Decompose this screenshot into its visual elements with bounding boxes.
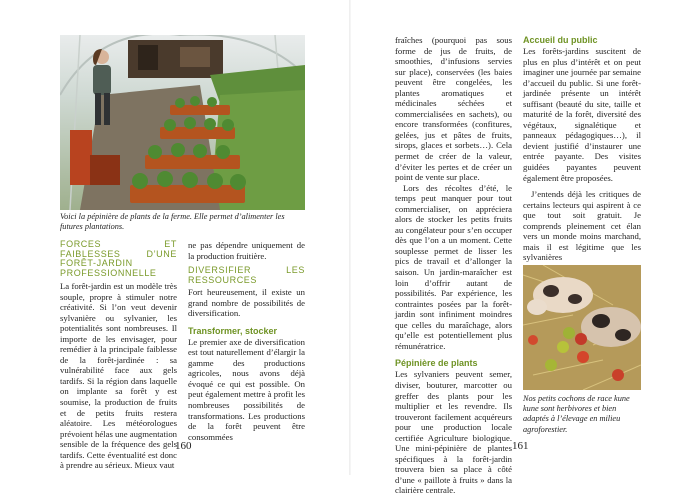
left-photo-caption: Voici la pépinière de plants de la ferme. Elle permet d’alimenter les futures plantations. bbox=[60, 212, 285, 232]
text-accueil-public: Les forêts-jardins suscitent de plus en plus d’intérêt et on peut imaginer une journée par semaine d’accueil du public. Si une forêt-jardinée présente un intérêt suffisant (beauté du site, taille et maturité de la forêt, diversité des végétaux, signalétique et panneaux pédagogiques…), il devient justifié d’instaurer une entrée payante. Des visites guidées payantes peuvent également être proposées. bbox=[523, 46, 641, 183]
page-number-right: 161 bbox=[512, 440, 529, 452]
left-page-column-1 bbox=[60, 240, 177, 471]
section-text-diversifier: Fort heureusement, il existe un grand nombre de possibilités de diversification. bbox=[188, 287, 305, 319]
subheading-accueil-public: Accueil du public bbox=[523, 35, 598, 45]
column2-top-text: ne pas dépendre uniquement de la production fruitière. bbox=[188, 240, 305, 261]
text-para-recoltes: Lors des récoltes d’été, le temps peut manquer pour tout commercialiser, on appréciera alors de stocker les petits fruits au congélateur pour s’en occuper dès que l’on a un moment. Cette souplesse permet de lisser les pics de travail et d’allonger la saison. Un jardin-maraîcher est loin d’offrir autant de possibilités. Par expérience, les contraintes posées par la forêt-jardin sont infiniment moindres que celles du maraîchage, alors qu’elle est potentiellement plus rémunératrice. bbox=[395, 182, 512, 351]
subheading-pepiniere: Pépinière de plants bbox=[395, 358, 478, 369]
page-number-left: 160 bbox=[175, 440, 192, 452]
subheading-transformer-stocker: Transformer, stocker bbox=[188, 325, 278, 336]
right-photo-caption: Nos petits cochons de race kune kune sont herbivores et bien adaptés à l’élevage en milieu agroforestier. bbox=[523, 394, 630, 434]
pigs-photo bbox=[523, 265, 641, 390]
section-heading-diversifier: DIVERSIFIER LES RESSOURCES bbox=[188, 265, 305, 285]
text-para-conservation: fraîches (pourquoi pas sous forme de jus de fruits, de smoothies, d’infusions servies sur place), conservées (les baies peuvent être congelées, les plantes aromatiques et médicinales séchées et commercialisées en sachets), ou encore transformées (confitures, gelées, jus et pâtes de fruits, sirops, glaces et sorbets…). Cela permet de créer de la valeur, d’éviter les pertes et de créer un point de vente sur place. bbox=[395, 35, 512, 183]
subsection-text-transformer: Le premier axe de diversification est tout naturellement d’élargir la gamme des productions agricoles, nous avons déjà évoqué ce qui est possible. On peut également mettre à profit les nombreuses possibilités de transformations. Les productions de la forêt peuvent être consommées bbox=[188, 336, 305, 442]
right-page-column-2 bbox=[523, 35, 641, 263]
left-page-column-2 bbox=[188, 240, 305, 442]
greenhouse-photo bbox=[60, 35, 305, 210]
text-critiques: J’entends déjà les critiques de certains lecteurs qui aspirent à ce que tout soit gratuit. Je comprends pleinement cet élan vers un monde moins marchand, mais il est légitime que les sylvanières bbox=[523, 189, 641, 263]
text-pepiniere: Les sylvaniers peuvent semer, diviser, bouturer, marcotter ou greffer des plants pour les multiplier et les revendre. Ils trouveront facilement acquéreurs pour une production locale certifiée Agriculture biologique. Une mini-pépinière de plantes spécifiques à la forêt-jardin trouvera bien sa place à côté d’une « paillote à fruits » dans la clairière centrale. bbox=[395, 369, 512, 496]
section-heading-forces-faiblesses: FORCES ET FAIBLESSES D’UNE FORÊT-JARDIN PROFESSIONNELLE bbox=[60, 239, 177, 278]
right-page-column-1 bbox=[395, 35, 512, 496]
page-gutter bbox=[349, 0, 351, 475]
section-text-forces-faiblesses: La forêt-jardin est un modèle très souple, propre à stimuler notre créativité. Si l’on veut devenir sylvanière ou sylvanier, les potentialités sont nombreuses. Il importe de les envisager, pour remédier à la principale faiblesse de la forêt-jardinée : sa vulnérabilité face aux gels tardifs. Si la région dans laquelle on implante sa forêt y est soumise, la production de fruits et de petits fruits restera aléatoire. Les météorologues prévoient hélas une augmentation sensible de la fréquence des gels tardifs. Cette éventualité est donc à prendre au sérieux. Mieux vaut bbox=[60, 281, 178, 471]
